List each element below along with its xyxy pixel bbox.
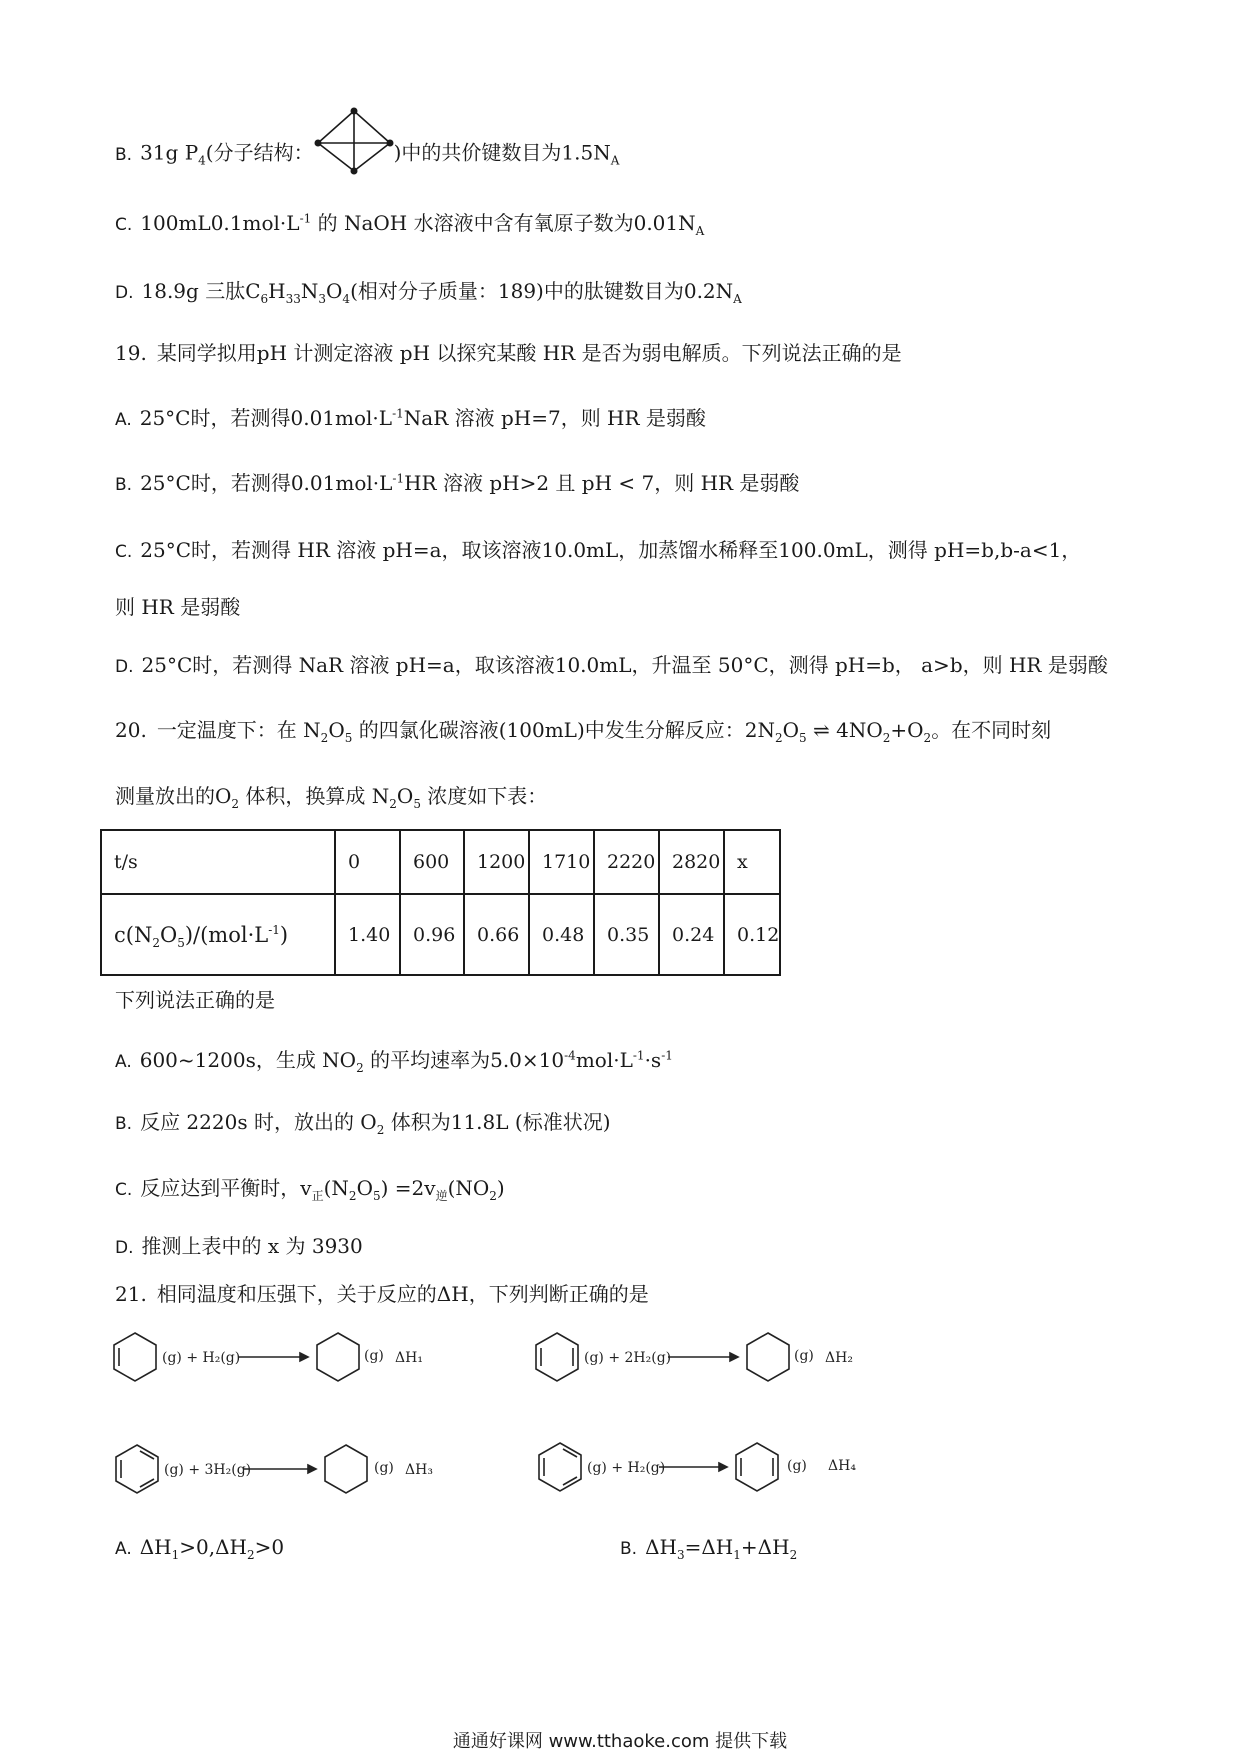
option-label: D. [115,1238,134,1258]
reaction-4 [535,1440,875,1500]
q19-option-d: D. 25°C时，若测得 NaR 溶液 pH=a，取该溶液10.0mL，升温至 50°C，测得 pH=b， a>b，则 HR 是弱酸 [115,653,1108,677]
table-cell: 1200 [464,830,529,894]
p4-tetrahedron-structure [314,105,394,177]
q20-stem-line1: 20. 一定温度下：在 $N_2O_5$ 的四氯化碳溶液(100mL)中发生分解反应：$2N_2O_5$ ⇌ $4NO_2+O_2$。在不同时刻 [115,718,1052,745]
q18-option-b: B. 31g $P_4$(分子结构： )中的共价键数目为$1.5N_A$ [115,131,619,177]
reaction-3 [112,1442,452,1502]
delta-h-label: ΔH₄ [828,1458,856,1474]
option-label: C. [115,542,133,562]
product-state: (g) [787,1458,807,1474]
product-state: (g) [364,1348,384,1364]
question-number: 21. [115,1282,147,1306]
option-label: B. [115,144,133,165]
option-label: C. [115,215,133,235]
q21-option-a: A. $\Delta H_1>0,\Delta H_2>0$ [115,1535,285,1562]
q19-option-b: B. 25°C时，若测得$0.01mol\cdot L^{-1}HR$ 溶液 pH>2 且 pH < 7，则 HR 是弱酸 [115,471,800,495]
table-cell: 1710 [529,830,594,894]
option-label: B. [115,1114,133,1134]
table-row [101,894,780,975]
table-row [101,830,780,894]
concentration-table [100,829,781,976]
table-cell: 600 [400,830,464,894]
table-cell: 2820 [659,830,724,894]
table-header-cell: $c(N_2O_5)/(mol\cdot L^{-1})$ [101,894,335,975]
reagent-label: (g) + 3H₂(g) [164,1462,252,1478]
delta-h-label: ΔH₂ [825,1350,853,1366]
question-number: 19. [115,341,147,365]
product-state: (g) [374,1460,394,1476]
option-label: C. [115,1180,133,1200]
table-cell: 0 [335,830,400,894]
table-header-cell: t/s [101,830,335,894]
option-label: B. [620,1539,638,1559]
table-cell: 0.96 [400,894,464,975]
delta-h-label: ΔH₃ [405,1462,433,1478]
q19-option-a: A. 25°C时，若测得$0.01mol\cdot L^{-1}NaR$ 溶液 pH=7，则 HR 是弱酸 [115,406,706,430]
reaction-2 [532,1330,892,1390]
q20-option-d: D. 推测上表中的 x 为 3930 [115,1234,363,1258]
reagent-label: (g) + 2H₂(g) [584,1350,672,1366]
table-cell: 2220 [594,830,659,894]
question-number: 20. [115,718,147,742]
q21-stem: 21. 相同温度和压强下，关于反应的ΔH，下列判断正确的是 [115,1282,649,1306]
table-cell: 0.12 [724,894,780,975]
table-cell: 0.48 [529,894,594,975]
q18-option-d: D. 18.9g 三肽$C_6H_{33}N_3O_4$(相对分子质量：189)中的肽键数目为$0.2N_A$ [115,279,742,306]
reagent-label: (g) + H₂(g) [162,1350,241,1366]
option-label: A. [115,1539,132,1559]
page-footer: 通通好课网 www.tthaoke.com 提供下载 [452,1731,788,1752]
table-cell: 0.66 [464,894,529,975]
table-cell: 0.35 [594,894,659,975]
table-cell: 0.24 [659,894,724,975]
q19-stem: 19. 某同学拟用pH 计测定溶液 pH 以探究某酸 HR 是否为弱电解质。下列说法正确的是 [115,341,902,365]
q19-option-c: C. 25°C时，若测得 HR 溶液 pH=a，取该溶液10.0mL，加蒸馏水稀释至100.0mL，测得 pH=b,b-a<1， [115,538,1082,562]
q19-option-c-cont: 则 HR 是弱酸 [115,595,241,619]
option-label: D. [115,283,134,303]
option-label: A. [115,410,132,430]
q18-option-c: C. $100mL0.1mol\cdot L^{-1}$ 的 NaOH 水溶液中含有氧原子数为$0.01N_A$ [115,211,705,238]
q20-option-c: C. 反应达到平衡时，$v_正(N_2O_5) =2v_逆(NO_2)$ [115,1176,505,1203]
q20-option-a: A. 600~1200s，生成 $NO_2$ 的平均速率为$5.0\times 10^{-4}mol\cdot L^{-1}\cdot s^{-1}$ [115,1048,673,1075]
reaction-1 [110,1330,450,1390]
q20-option-b: B. 反应 2220s 时，放出的 $O_2$ 体积为11.8L (标准状况) [115,1110,611,1137]
option-label: D. [115,657,134,677]
reagent-label: (g) + H₂(g) [587,1460,666,1476]
product-state: (g) [794,1348,814,1364]
q20-stem-line2: 测量放出的$O_2$ 体积，换算成 $N_2O_5$ 浓度如下表： [115,784,548,811]
option-label: B. [115,475,133,495]
table-cell: x [724,830,780,894]
q21-option-b: B. $\Delta H_3=\Delta H_1+\Delta H_2$ [620,1535,798,1562]
option-label: A. [115,1052,132,1072]
delta-h-label: ΔH₁ [395,1350,423,1366]
q20-ask: 下列说法正确的是 [115,988,275,1012]
table-cell: 1.40 [335,894,400,975]
